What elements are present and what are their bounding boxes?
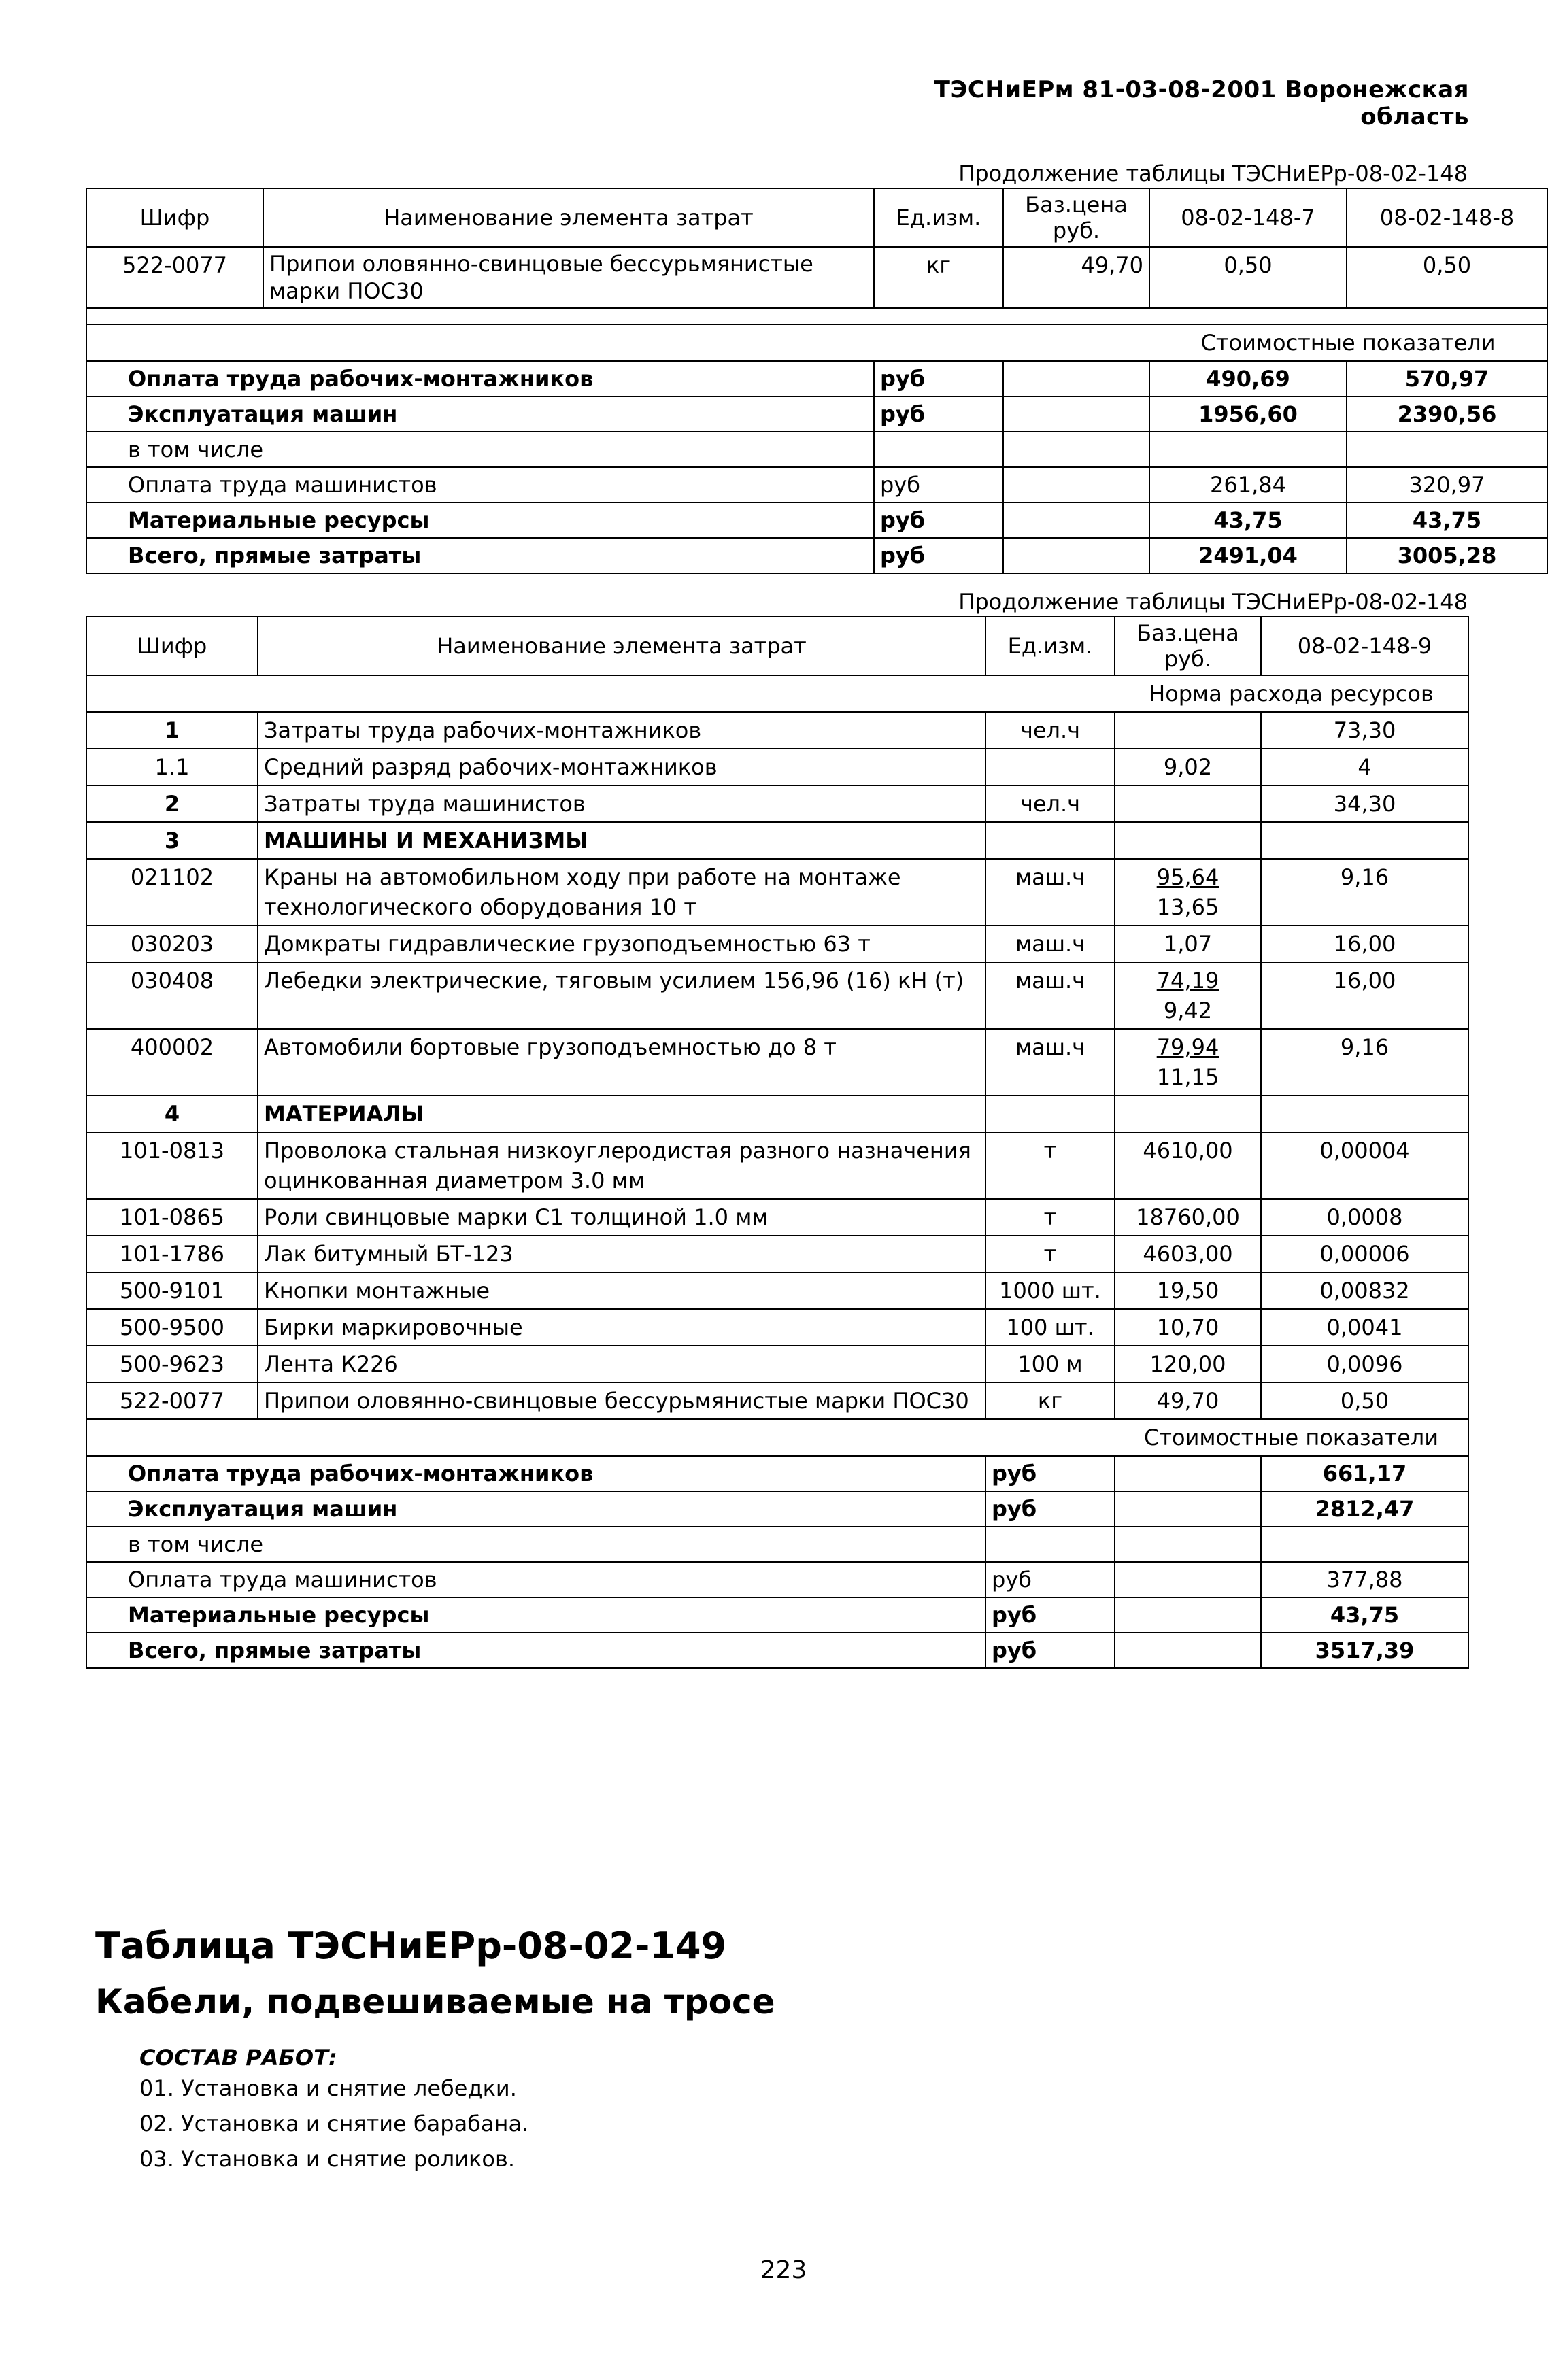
t2-cost-a: 43,75 xyxy=(1261,1597,1468,1633)
row-name: Затраты труда машинистов xyxy=(258,785,985,822)
table-row xyxy=(86,467,1547,503)
table-row xyxy=(86,1309,1468,1346)
row-value: 0,0096 xyxy=(1261,1346,1468,1382)
section-subtitle: Кабели, подвешиваемые на тросе xyxy=(95,1982,775,2022)
row-unit: кг xyxy=(985,1382,1115,1419)
table-row xyxy=(86,962,1468,1029)
row-unit: маш.ч xyxy=(985,962,1115,1029)
work-item: 02. Установка и снятие барабана. xyxy=(139,2111,529,2137)
t1-header-price: Баз.цена руб. xyxy=(1003,188,1149,247)
row-unit: т xyxy=(985,1236,1115,1272)
row-code: 1.1 xyxy=(86,749,258,785)
table-row xyxy=(86,859,1468,925)
row-price xyxy=(1115,785,1261,822)
row-price xyxy=(1115,1309,1261,1346)
row-price xyxy=(1115,822,1261,859)
row-price-machinist: 9,42 xyxy=(1163,998,1213,1023)
page-number: 223 xyxy=(760,2256,807,2284)
t2-norm-header: Норма расхода ресурсов xyxy=(1115,675,1468,712)
table2 xyxy=(86,616,1469,1669)
table-row xyxy=(86,1272,1468,1309)
t2-cost-unit: руб xyxy=(985,1491,1115,1527)
t1-cost-label: Оплата труда рабочих-монтажников xyxy=(86,361,874,396)
row-name: Роли свинцовые марки С1 толщиной 1.0 мм xyxy=(258,1199,985,1236)
row-value: 0,00006 xyxy=(1261,1236,1468,1272)
row-code: 030203 xyxy=(86,925,258,962)
t2-cost-rows xyxy=(86,1456,1468,1668)
table-row xyxy=(86,1199,1468,1236)
table2-continuation: Продолжение таблицы ТЭСНиЕРр-08-02-148 xyxy=(958,589,1468,615)
t2-cost-unit: руб xyxy=(985,1597,1115,1633)
table-row xyxy=(86,503,1547,538)
row-name: Домкраты гидравлические грузоподъемностью 63 т xyxy=(258,925,985,962)
row-value: 9,16 xyxy=(1261,859,1468,925)
t2-cost-a: 3517,39 xyxy=(1261,1633,1468,1668)
t2-header-unit: Ед.изм. xyxy=(985,617,1115,675)
t1-cost-label: Всего, прямые затраты xyxy=(86,538,874,573)
row-unit: т xyxy=(985,1132,1115,1199)
table-row xyxy=(86,1236,1468,1272)
row-unit: 100 шт. xyxy=(985,1309,1115,1346)
row-name: Лебедки электрические, тяговым усилием 156,96 (16) кН (т) xyxy=(258,962,985,1029)
row-price xyxy=(1115,1199,1261,1236)
row-value: 9,16 xyxy=(1261,1029,1468,1095)
table-row xyxy=(86,1346,1468,1382)
table-row xyxy=(86,1132,1468,1199)
table-row xyxy=(86,396,1547,432)
table-row xyxy=(86,538,1547,573)
table-row xyxy=(86,1597,1468,1633)
row-price-main: 95,64 xyxy=(1156,864,1219,890)
table-row xyxy=(86,1456,1468,1491)
t2-resource-rows xyxy=(86,712,1468,1419)
row-price xyxy=(1115,1382,1261,1419)
table-row xyxy=(86,247,1547,308)
table-row xyxy=(86,785,1468,822)
table-row xyxy=(86,925,1468,962)
t1-cost-label: Эксплуатация машин xyxy=(86,396,874,432)
row-code: 021102 xyxy=(86,859,258,925)
works-header: СОСТАВ РАБОТ: xyxy=(139,2045,337,2071)
row-unit xyxy=(985,1095,1115,1132)
row-code: 522-0077 xyxy=(86,1382,258,1419)
t2-cost-label: Эксплуатация машин xyxy=(86,1491,985,1527)
t2-cost-label: Всего, прямые затраты xyxy=(86,1633,985,1668)
row-name: Автомобили бортовые грузоподъемностью до 8 т xyxy=(258,1029,985,1095)
row-price-main: 10,70 xyxy=(1156,1314,1219,1340)
t2-cost-unit: руб xyxy=(985,1562,1115,1597)
row-value xyxy=(1261,822,1468,859)
t2-cost-a: 2812,47 xyxy=(1261,1491,1468,1527)
row-price-main: 9,02 xyxy=(1163,754,1213,780)
row-unit: маш.ч xyxy=(985,1029,1115,1095)
row-price-main: 1,07 xyxy=(1163,931,1213,957)
row-price-machinist: 11,15 xyxy=(1156,1064,1219,1090)
t2-cost-label: Материальные ресурсы xyxy=(86,1597,985,1633)
t1-cost-b: 320,97 xyxy=(1347,467,1547,503)
t1-row-code: 522-0077 xyxy=(86,247,263,308)
table1 xyxy=(86,188,1548,574)
section-title: Таблица ТЭСНиЕРр-08-02-149 xyxy=(95,1924,727,1967)
row-code: 4 xyxy=(86,1095,258,1132)
row-value: 16,00 xyxy=(1261,962,1468,1029)
row-price xyxy=(1115,925,1261,962)
t2-cost-header: Стоимостные показатели xyxy=(1115,1419,1468,1456)
t1-cost-a: 261,84 xyxy=(1149,467,1347,503)
row-unit: чел.ч xyxy=(985,785,1115,822)
row-name: МАШИНЫ И МЕХАНИЗМЫ xyxy=(258,822,985,859)
row-price xyxy=(1115,749,1261,785)
t2-cost-a: 661,17 xyxy=(1261,1456,1468,1491)
t1-cost-label: Материальные ресурсы xyxy=(86,503,874,538)
table-row xyxy=(86,1382,1468,1419)
t2-cost-a: 377,88 xyxy=(1261,1562,1468,1597)
row-unit: 100 м xyxy=(985,1346,1115,1382)
t1-cost-a: 490,69 xyxy=(1149,361,1347,396)
row-value: 4 xyxy=(1261,749,1468,785)
t2-cost-label: Оплата труда машинистов xyxy=(86,1562,985,1597)
row-code: 101-1786 xyxy=(86,1236,258,1272)
row-unit: маш.ч xyxy=(985,859,1115,925)
row-code: 500-9623 xyxy=(86,1346,258,1382)
t1-cost-b: 3005,28 xyxy=(1347,538,1547,573)
t1-cost-b: 43,75 xyxy=(1347,503,1547,538)
row-value: 16,00 xyxy=(1261,925,1468,962)
table-row xyxy=(86,712,1468,749)
row-value: 0,0008 xyxy=(1261,1199,1468,1236)
row-price xyxy=(1115,1095,1261,1132)
row-value: 73,30 xyxy=(1261,712,1468,749)
t1-header-unit: Ед.изм. xyxy=(874,188,1003,247)
t2-cost-label: Оплата труда рабочих-монтажников xyxy=(86,1456,985,1491)
t2-cost-label: в том числе xyxy=(86,1527,985,1562)
row-value: 0,50 xyxy=(1261,1382,1468,1419)
row-price-main: 74,19 xyxy=(1156,968,1219,993)
row-value: 0,00004 xyxy=(1261,1132,1468,1199)
work-item: 01. Установка и снятие лебедки. xyxy=(139,2075,517,2101)
t1-cost-header: Стоимостные показатели xyxy=(1149,324,1547,361)
t1-header-col-a: 08-02-148-7 xyxy=(1149,188,1347,247)
row-code: 030408 xyxy=(86,962,258,1029)
t1-cost-unit: руб xyxy=(874,467,1003,503)
t2-cost-unit: руб xyxy=(985,1633,1115,1668)
row-price-main: 18760,00 xyxy=(1136,1204,1240,1230)
document-header: ТЭСНиЕРм 81-03-08-2001 Воронежская область xyxy=(934,76,1469,131)
row-unit: маш.ч xyxy=(985,925,1115,962)
t1-cost-rows xyxy=(86,361,1547,573)
t1-cost-label: в том числе xyxy=(86,432,874,467)
t1-cost-unit: руб xyxy=(874,538,1003,573)
table-row xyxy=(86,432,1547,467)
row-name: Лак битумный БТ-123 xyxy=(258,1236,985,1272)
t1-row-b: 0,50 xyxy=(1347,247,1547,308)
row-price xyxy=(1115,1029,1261,1095)
t2-header-price: Баз.цена руб. xyxy=(1115,617,1261,675)
row-price xyxy=(1115,1236,1261,1272)
row-code: 101-0865 xyxy=(86,1199,258,1236)
row-code: 500-9101 xyxy=(86,1272,258,1309)
t1-cost-unit: руб xyxy=(874,396,1003,432)
row-price-main: 4610,00 xyxy=(1143,1138,1233,1163)
row-unit: т xyxy=(985,1199,1115,1236)
t1-cost-b: 570,97 xyxy=(1347,361,1547,396)
row-price xyxy=(1115,962,1261,1029)
row-code: 2 xyxy=(86,785,258,822)
t1-header-col-b: 08-02-148-8 xyxy=(1347,188,1547,247)
row-name: Средний разряд рабочих-монтажников xyxy=(258,749,985,785)
t1-cost-b: 2390,56 xyxy=(1347,396,1547,432)
t2-header-col-a: 08-02-148-9 xyxy=(1261,617,1468,675)
t2-header-name: Наименование элемента затрат xyxy=(258,617,985,675)
row-code: 101-0813 xyxy=(86,1132,258,1199)
row-value: 34,30 xyxy=(1261,785,1468,822)
t1-row-unit: кг xyxy=(874,247,1003,308)
row-name: Бирки маркировочные xyxy=(258,1309,985,1346)
row-price xyxy=(1115,1346,1261,1382)
t1-header-name: Наименование элемента затрат xyxy=(263,188,874,247)
t1-cost-a: 1956,60 xyxy=(1149,396,1347,432)
table-row xyxy=(86,1491,1468,1527)
row-price xyxy=(1115,1272,1261,1309)
row-value xyxy=(1261,1095,1468,1132)
t2-header-code: Шифр xyxy=(86,617,258,675)
t1-cost-a: 43,75 xyxy=(1149,503,1347,538)
table-row xyxy=(86,1527,1468,1562)
row-name: Проволока стальная низкоуглеродистая разного назначения оцинкованная диаметром 3.0 мм xyxy=(258,1132,985,1199)
row-unit: чел.ч xyxy=(985,712,1115,749)
row-value: 0,0041 xyxy=(1261,1309,1468,1346)
row-price-main: 79,94 xyxy=(1156,1034,1219,1060)
table-row xyxy=(86,749,1468,785)
row-price-machinist: 13,65 xyxy=(1156,894,1219,920)
row-price xyxy=(1115,859,1261,925)
row-name: Кнопки монтажные xyxy=(258,1272,985,1309)
row-unit xyxy=(985,822,1115,859)
row-code: 500-9500 xyxy=(86,1309,258,1346)
row-unit: 1000 шт. xyxy=(985,1272,1115,1309)
row-value: 0,00832 xyxy=(1261,1272,1468,1309)
row-price-main: 120,00 xyxy=(1149,1351,1226,1377)
row-price xyxy=(1115,1132,1261,1199)
row-price xyxy=(1115,712,1261,749)
row-unit xyxy=(985,749,1115,785)
row-name: Затраты труда рабочих-монтажников xyxy=(258,712,985,749)
table1-continuation: Продолжение таблицы ТЭСНиЕРр-08-02-148 xyxy=(958,160,1468,186)
row-price-main: 19,50 xyxy=(1156,1278,1219,1304)
table-row xyxy=(86,361,1547,396)
row-name: МАТЕРИАЛЫ xyxy=(258,1095,985,1132)
table-row xyxy=(86,1029,1468,1095)
t1-cost-a: 2491,04 xyxy=(1149,538,1347,573)
row-name: Краны на автомобильном ходу при работе на монтаже технологического оборудования 10 т xyxy=(258,859,985,925)
table-row xyxy=(86,1562,1468,1597)
t1-row-a: 0,50 xyxy=(1149,247,1347,308)
t1-cost-unit: руб xyxy=(874,361,1003,396)
row-name: Лента К226 xyxy=(258,1346,985,1382)
row-code: 400002 xyxy=(86,1029,258,1095)
row-price-main: 49,70 xyxy=(1156,1388,1219,1414)
row-code: 1 xyxy=(86,712,258,749)
t1-row-price: 49,70 xyxy=(1003,247,1149,308)
t1-row-name: Припои оловянно-свинцовые бессурьмянистые марки ПОС30 xyxy=(263,247,874,308)
row-code: 3 xyxy=(86,822,258,859)
table-row xyxy=(86,1633,1468,1668)
row-price-main: 4603,00 xyxy=(1143,1241,1233,1267)
t1-cost-unit: руб xyxy=(874,503,1003,538)
table-row xyxy=(86,822,1468,859)
work-item: 03. Установка и снятие роликов. xyxy=(139,2146,515,2172)
t1-cost-label: Оплата труда машинистов xyxy=(86,467,874,503)
t1-header-code: Шифр xyxy=(86,188,263,247)
t2-cost-unit: руб xyxy=(985,1456,1115,1491)
row-name: Припои оловянно-свинцовые бессурьмянистые марки ПОС30 xyxy=(258,1382,985,1419)
table-row xyxy=(86,1095,1468,1132)
